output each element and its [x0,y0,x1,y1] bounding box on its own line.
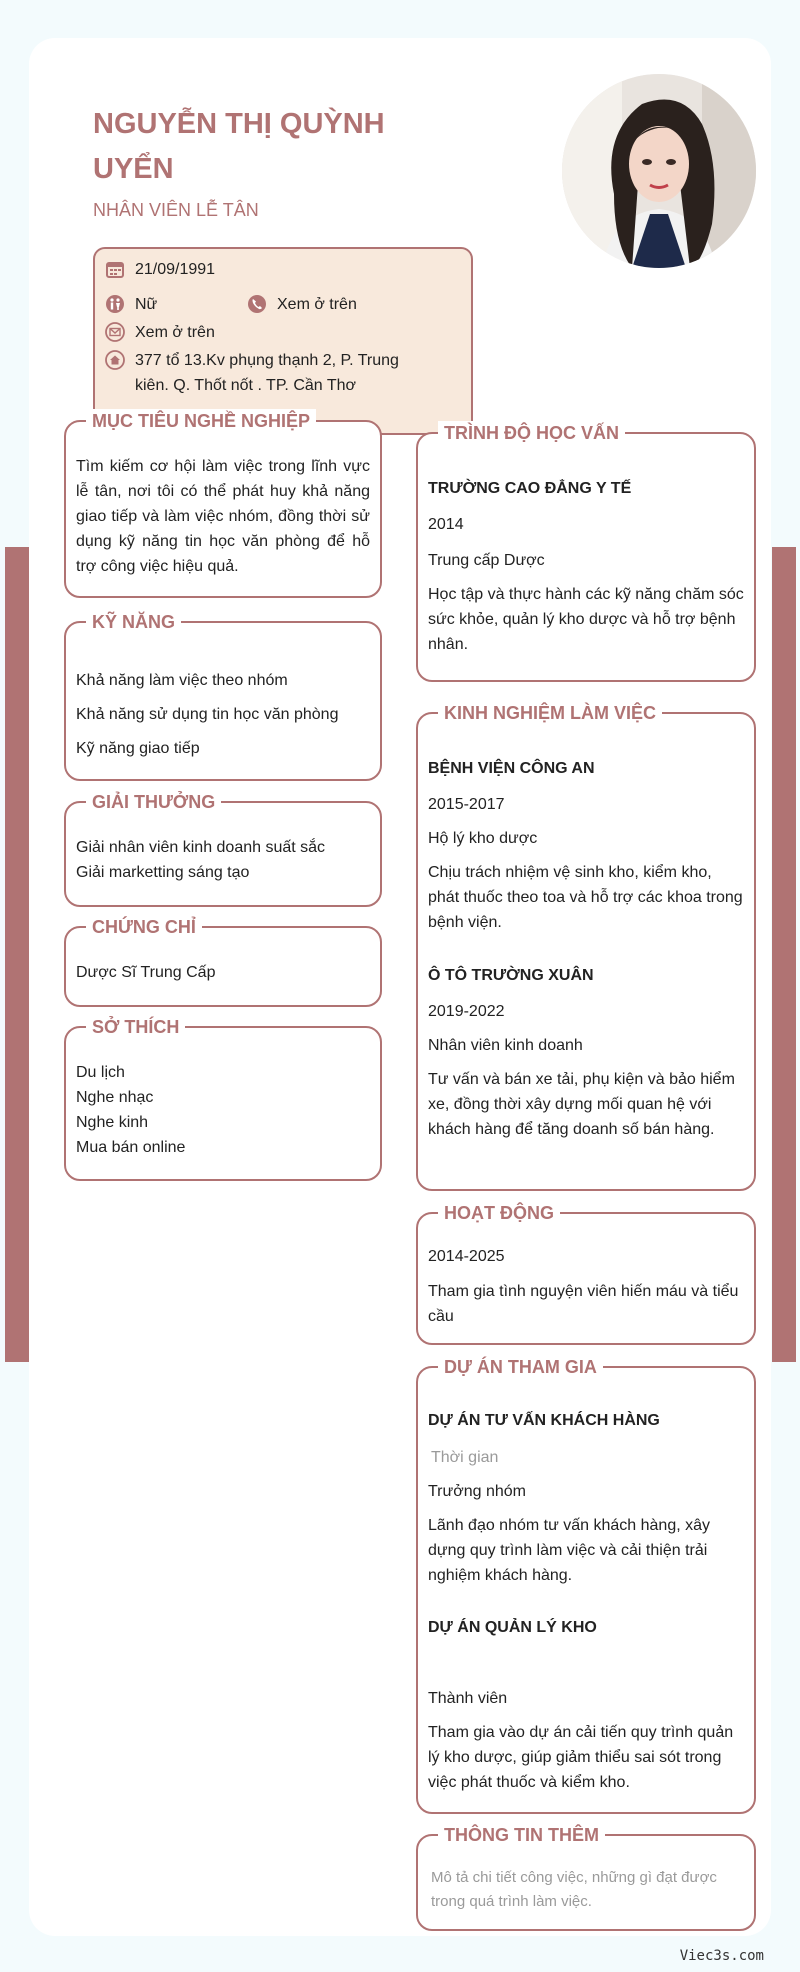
contact-phone [247,292,357,317]
extra-info-section [416,1825,756,1931]
job-company: Ô TÔ TRƯỜNG XUÂN [428,967,594,984]
job-position: Nhân viên kinh doanh [428,1037,583,1054]
project-time-placeholder: Thời gian [431,1449,499,1466]
certificates-section [64,917,382,1007]
education-title: TRÌNH ĐỘ HỌC VẤN [438,421,625,445]
projects-title: DỰ ÁN THAM GIA [438,1355,603,1379]
address-line-1: 377 tổ 13.Kv phụng thạnh 2, P. Trung [135,352,399,369]
hobby-item: Nghe kinh [76,1114,149,1131]
home-icon [105,350,125,370]
objective-title: MỤC TIÊU NGHỀ NGHIỆP [86,409,316,433]
certificate-item: Dược Sĩ Trung Cấp [76,964,216,981]
activity-period: 2014-2025 [428,1248,505,1265]
hobby-item: Nghe nhạc [76,1089,154,1106]
email-icon [105,322,125,342]
education-year: 2014 [428,516,464,533]
experience-title: KINH NGHIỆM LÀM VIỆC [438,701,662,725]
job-description: Chịu trách nhiệm vệ sinh kho, kiểm kho, phát thuốc theo toa và hỗ trợ các khoa trong bệnh viện. [428,864,743,931]
education-body [428,476,744,657]
job-position: Hộ lý kho dược [428,830,538,847]
contact-address [105,348,399,398]
job-period: 2019-2022 [428,1003,505,1020]
objective-text: Tìm kiếm cơ hội làm việc trong lĩnh vực lễ tân, nơi tôi có thể phát huy khả năng giao tiếp và làm việc nhóm, đồng thời sử dụng kỹ năng tin học văn phòng để hỗ trợ công việc hiệu quả. [76,458,370,575]
awards-title: GIẢI THƯỞNG [86,790,221,814]
contact-email [105,320,215,345]
objective-section [64,411,382,598]
hobby-item: Du lịch [76,1064,125,1081]
birthday-value: 21/09/1991 [135,261,216,278]
certificates-title: CHỨNG CHỈ [86,915,202,939]
education-section [416,423,756,682]
activities-section [416,1203,756,1345]
phone-value: Xem ở trên [277,296,357,313]
project-name: DỰ ÁN QUẢN LÝ KHO [428,1619,597,1636]
contact-box [93,247,473,435]
gender-icon [105,294,125,314]
project-role: Thành viên [428,1690,508,1707]
footer-brand: Viec3s.com [679,1948,764,1964]
hobbies-title: SỞ THÍCH [86,1015,185,1039]
projects-section [416,1357,756,1814]
awards-section [64,792,382,907]
skills-section [64,612,382,781]
job-company: BỆNH VIỆN CÔNG AN [428,760,595,777]
job-title: NHÂN VIÊN LỄ TÂN [93,200,259,220]
award-item: Giải marketting sáng tạo [76,864,250,881]
activity-description: Tham gia tình nguyện viên hiến máu và tiểu cầu [428,1283,739,1325]
experience-body [428,756,744,1142]
extra-info-placeholder: Mô tả chi tiết công việc, những gì đạt được trong quá trình làm việc. [431,1869,717,1910]
skill-item: Khả năng sử dụng tin học văn phòng [76,706,339,723]
contact-gender [105,292,157,317]
skill-item: Kỹ năng giao tiếp [76,740,200,757]
right-accent-bar [772,547,796,1362]
left-accent-bar [5,547,29,1362]
education-degree: Trung cấp Dược [428,552,545,569]
candidate-name: NGUYỄN THỊ QUỲNH UYỂN [93,108,385,185]
phone-icon [247,294,267,314]
experience-section [416,703,756,1191]
avatar [562,74,756,268]
skills-list [76,668,370,761]
skills-title: KỸ NĂNG [86,610,181,634]
job-description: Tư vấn và bán xe tải, phụ kiện và bảo hiểm xe, đồng thời xây dựng mối quan hệ với khách hàng để tăng doanh số bán hàng. [428,1071,735,1138]
projects-body [428,1408,744,1795]
hobbies-section [64,1017,382,1181]
education-description: Học tập và thực hành các kỹ năng chăm sóc sức khỏe, quản lý kho dược và hỗ trợ bệnh nhân. [428,586,744,653]
gender-value: Nữ [135,296,158,313]
hobby-item: Mua bán online [76,1139,186,1156]
address-line-2: kiên. Q. Thốt nốt . TP. Cần Thơ [135,377,356,394]
project-name: DỰ ÁN TƯ VẤN KHÁCH HÀNG [428,1412,660,1429]
school-name: TRƯỜNG CAO ĐẲNG Y TẾ [428,480,632,497]
skill-item: Khả năng làm việc theo nhóm [76,672,288,689]
awards-list [76,835,370,885]
resume-card [29,38,771,1936]
project-description: Lãnh đạo nhóm tư vấn khách hàng, xây dựng quy trình làm việc và cải thiện trải nghiệm khách hàng. [428,1517,711,1584]
job-period: 2015-2017 [428,796,505,813]
activities-title: HOẠT ĐỘNG [438,1201,560,1225]
hobbies-list [76,1060,370,1160]
email-value: Xem ở trên [135,324,215,341]
project-role: Trưởng nhóm [428,1483,526,1500]
contact-birthday [105,257,215,282]
extra-info-title: THÔNG TIN THÊM [438,1823,605,1847]
calendar-icon [105,259,125,279]
award-item: Giải nhân viên kinh doanh suất sắc [76,839,326,856]
activities-body [428,1244,744,1329]
project-description: Tham gia vào dự án cải tiến quy trình quản lý kho dược, giúp giảm thiểu sai sót trong việc phát thuốc và kiểm kho. [428,1724,734,1791]
